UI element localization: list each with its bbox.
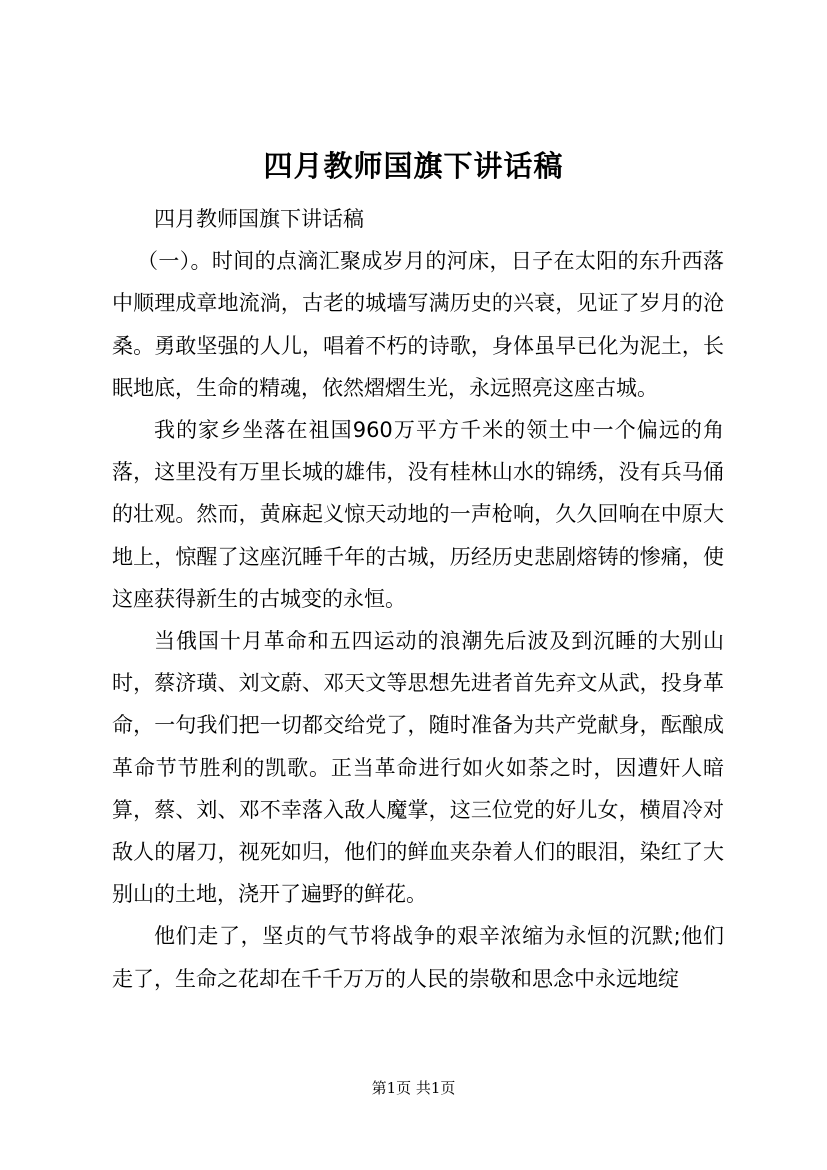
- page-footer: 第1页 共1页: [371, 1079, 456, 1097]
- paragraph-1: （一）。时间的点滴汇聚成岁月的河床，日子在太阳的东升西落中顺理成章地流淌，古老的城墙写满历史的兴衰，见证了岁月的沧桑。勇敢坚强的人儿，唱着不朽的诗歌，身体虽早已化为泥土，长眠地底，生命的精魂，依然熠熠生光，永远照亮这座古城。: [112, 249, 724, 400]
- paragraph-2: 我的家乡坐落在祖国960万平方千米的领土中一个偏远的角落，这里没有万里长城的雄伟，没有桂林山水的锦绣，没有兵马俑的壮观。然而，黄麻起义惊天动地的一声枪响，久久回响在中原大地上，惊醒了这座沉睡千年的古城，历经历史悲剧熔铸的惨痛，使这座获得新生的古城变的永恒。: [112, 418, 724, 611]
- paragraph-3: 当俄国十月革命和五四运动的浪潮先后波及到沉睡的大别山时，蔡济璜、刘文蔚、邓天文等思想先进者首先弃文从武，投身革命，一句我们把一切都交给党了，随时准备为共产党献身，酝酿成革命节节胜利的凯歌。正当革命进行如火如荼之时，因遭奸人暗算，蔡、刘、邓不幸落入敌人魔掌，这三位党的好儿女，横眉冷对敌人的屠刀，视死如归，他们的鲜血夹杂着人们的眼泪，染红了大别山的土地，浇开了遍野的鲜花。: [112, 629, 724, 907]
- paragraph-subtitle: 四月教师国旗下讲话稿: [154, 207, 364, 231]
- paragraph-4: 他们走了，坚贞的气节将战争的艰辛浓缩为永恒的沉默;他们走了，生命之花却在千千万万的人民的崇敬和思念中永远地绽: [112, 924, 724, 991]
- document-body: [112, 198, 724, 1000]
- document-title: 四月教师国旗下讲话稿: [263, 149, 564, 183]
